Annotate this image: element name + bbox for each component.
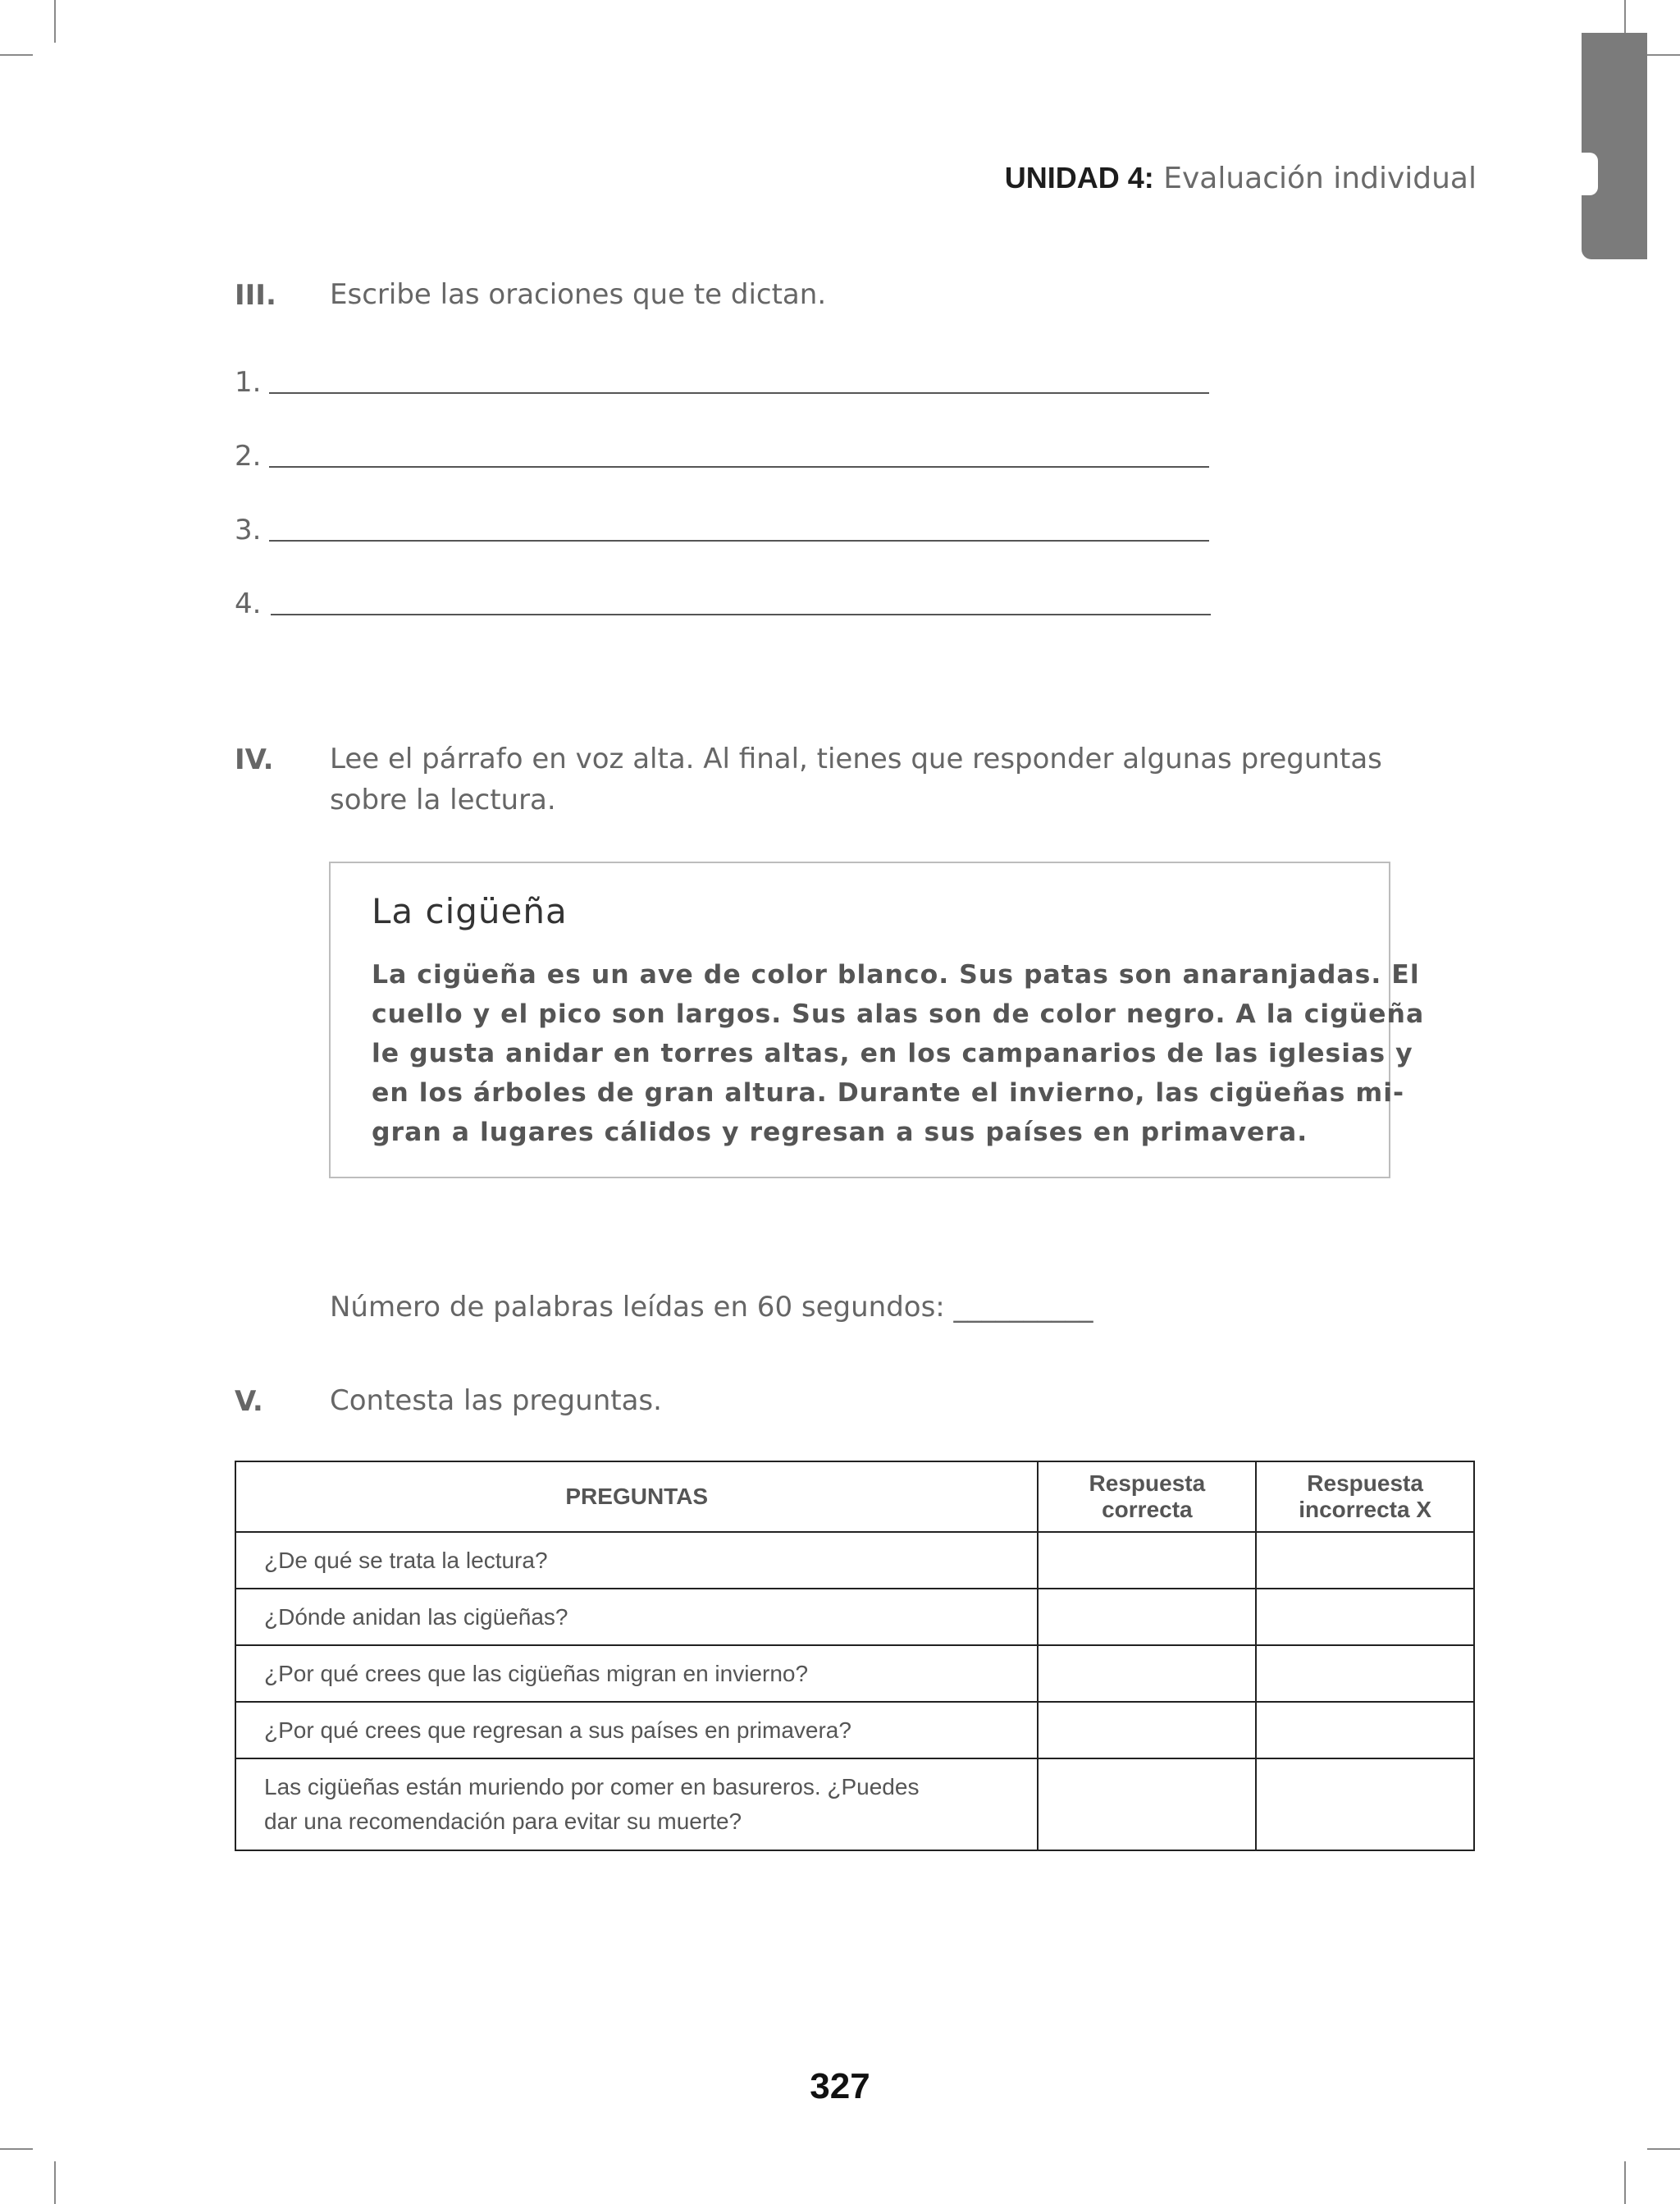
instruction-line: sobre la lectura. (330, 784, 556, 816)
question-cell: ¿Dónde anidan las cigüeñas? (235, 1589, 1038, 1645)
instruction-line: Lee el párrafo en voz alta. Al final, tienes que responder algunas preguntas (330, 743, 1382, 775)
incorrect-answer-cell[interactable] (1256, 1589, 1474, 1645)
crop-mark (0, 54, 33, 56)
crop-mark (1647, 2148, 1680, 2150)
words-read-field[interactable]: Número de palabras leídas en 60 segundos: __________ (330, 1291, 1093, 1324)
dictation-line-number: 3. (235, 514, 262, 546)
header-line: incorrecta X (1299, 1497, 1432, 1522)
unit-label: UNIDAD 4: (1004, 161, 1154, 194)
reading-box (329, 862, 1425, 1178)
crop-mark (1624, 2161, 1626, 2204)
dictation-answer-line[interactable] (269, 466, 1209, 468)
header-line: correcta (1102, 1497, 1193, 1522)
header-line: Respuesta (1089, 1470, 1206, 1496)
reading-paragraph (372, 955, 1425, 1152)
correct-answer-cell[interactable] (1038, 1758, 1256, 1850)
section-instruction: Contesta las preguntas. (330, 1384, 662, 1417)
correct-answer-cell[interactable] (1038, 1702, 1256, 1758)
reading-line: La cigüeña es un ave de color blanco. Sus patas son anaranjadas. El (372, 960, 1420, 990)
table-row (235, 1758, 1474, 1850)
reading-title: La cigüeña (372, 891, 568, 931)
section-tab (1582, 33, 1647, 259)
header-line: Respuesta (1307, 1470, 1423, 1496)
incorrect-answer-cell[interactable] (1256, 1645, 1474, 1702)
reading-line: en los árboles de gran altura. Durante el invierno, las cigüeñas mi- (372, 1078, 1405, 1108)
dictation-line-number: 4. (235, 588, 262, 620)
incorrect-answer-cell[interactable] (1256, 1758, 1474, 1850)
crop-mark (0, 2148, 33, 2150)
section-number: V. (235, 1385, 263, 1418)
section-number: IV. (235, 743, 274, 776)
question-cell: ¿De qué se trata la lectura? (235, 1532, 1038, 1589)
reading-line: gran a lugares cálidos y regresan a sus países en primavera. (372, 1118, 1308, 1147)
incorrect-answer-cell[interactable] (1256, 1702, 1474, 1758)
crop-mark (1647, 54, 1680, 56)
crop-mark (54, 2161, 56, 2204)
correct-answer-cell[interactable] (1038, 1645, 1256, 1702)
incorrect-answer-cell[interactable] (1256, 1532, 1474, 1589)
section-instruction: Escribe las oraciones que te dictan. (330, 278, 827, 311)
section-tab-notch (1582, 153, 1598, 195)
questions-table (235, 1461, 1475, 1851)
dictation-answer-line[interactable] (271, 614, 1211, 615)
dictation-line-number: 2. (235, 440, 262, 473)
table-row (235, 1645, 1474, 1702)
table-row (235, 1532, 1474, 1589)
questions-header: PREGUNTAS (235, 1461, 1038, 1532)
section-instruction (330, 738, 1382, 821)
incorrect-header (1256, 1461, 1474, 1532)
crop-mark (54, 0, 56, 43)
reading-line: le gusta anidar en torres altas, en los campanarios de las iglesias y (372, 1039, 1413, 1068)
correct-answer-cell[interactable] (1038, 1532, 1256, 1589)
question-cell: ¿Por qué crees que regresan a sus países en primavera? (235, 1702, 1038, 1758)
dictation-answer-line[interactable] (269, 392, 1209, 394)
question-cell (235, 1758, 1038, 1850)
page-header (1005, 161, 1477, 195)
table-header-row (235, 1461, 1474, 1532)
correct-header (1038, 1461, 1256, 1532)
section-number: III. (235, 279, 276, 312)
table-row (235, 1702, 1474, 1758)
question-line: Las cigüeñas están muriendo por comer en basureros. ¿Puedes (264, 1774, 920, 1799)
question-line: dar una recomendación para evitar su muerte? (264, 1808, 742, 1834)
reading-line: cuello y el pico son largos. Sus alas son de color negro. A la cigüeña (372, 999, 1425, 1029)
dictation-answer-line[interactable] (269, 540, 1209, 542)
header-title: Evaluación individual (1163, 162, 1477, 195)
page-number: 327 (810, 2066, 870, 2106)
correct-answer-cell[interactable] (1038, 1589, 1256, 1645)
table-row (235, 1589, 1474, 1645)
question-cell: ¿Por qué crees que las cigüeñas migran en invierno? (235, 1645, 1038, 1702)
dictation-line-number: 1. (235, 366, 262, 399)
